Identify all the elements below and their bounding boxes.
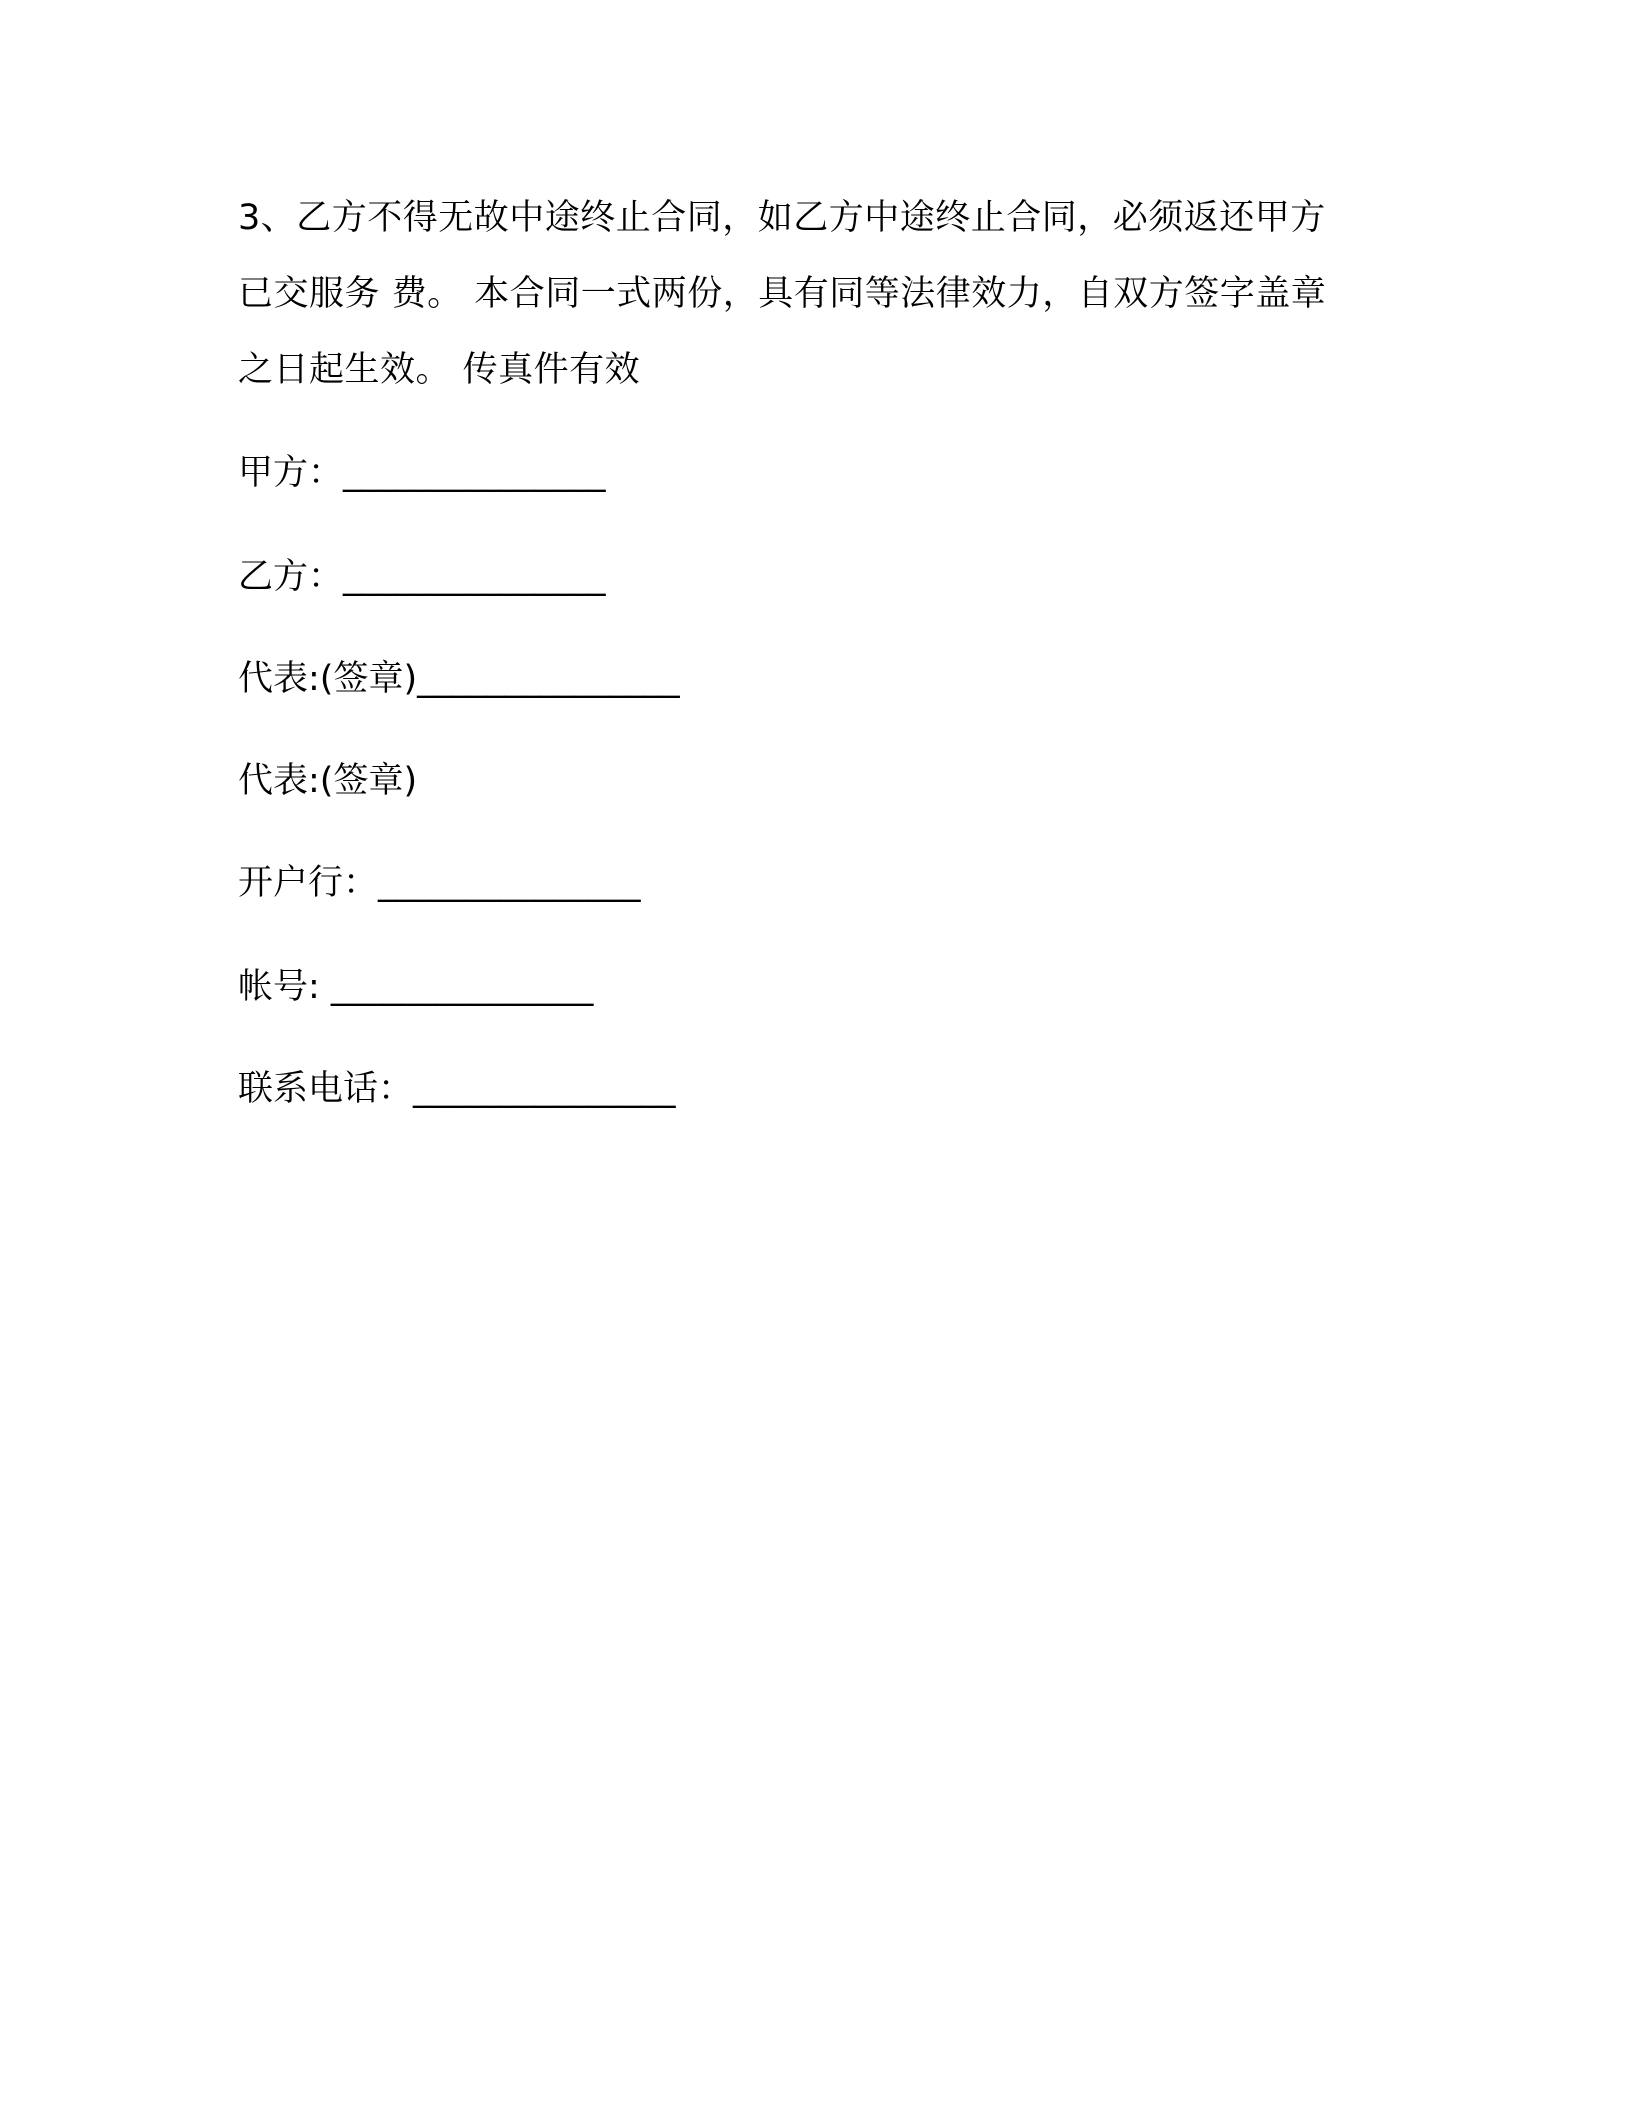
party-a-field: 甲方：_______________ <box>238 453 606 493</box>
clause-line-2: 已交服务 费。 本合同一式两份，具有同等法律效力，自双方签字盖章 <box>238 274 1327 314</box>
clause-line-1: 3、乙方不得无故中途终止合同，如乙方中途终止合同，必须返还甲方 <box>238 198 1326 238</box>
representative-signature-b: 代表:(签章) <box>238 761 418 801</box>
phone-field: 联系电话：_______________ <box>238 1069 676 1109</box>
document-body <box>238 180 1398 1109</box>
bank-field: 开户行：_______________ <box>238 863 641 903</box>
account-field: 帐号: _______________ <box>238 967 594 1007</box>
clause-line-3: 之日起生效。 传真件有效 <box>238 350 641 390</box>
representative-signature-a: 代表:(签章)_______________ <box>238 659 680 699</box>
clause-paragraph <box>238 180 1398 408</box>
party-b-field: 乙方：_______________ <box>238 557 606 597</box>
